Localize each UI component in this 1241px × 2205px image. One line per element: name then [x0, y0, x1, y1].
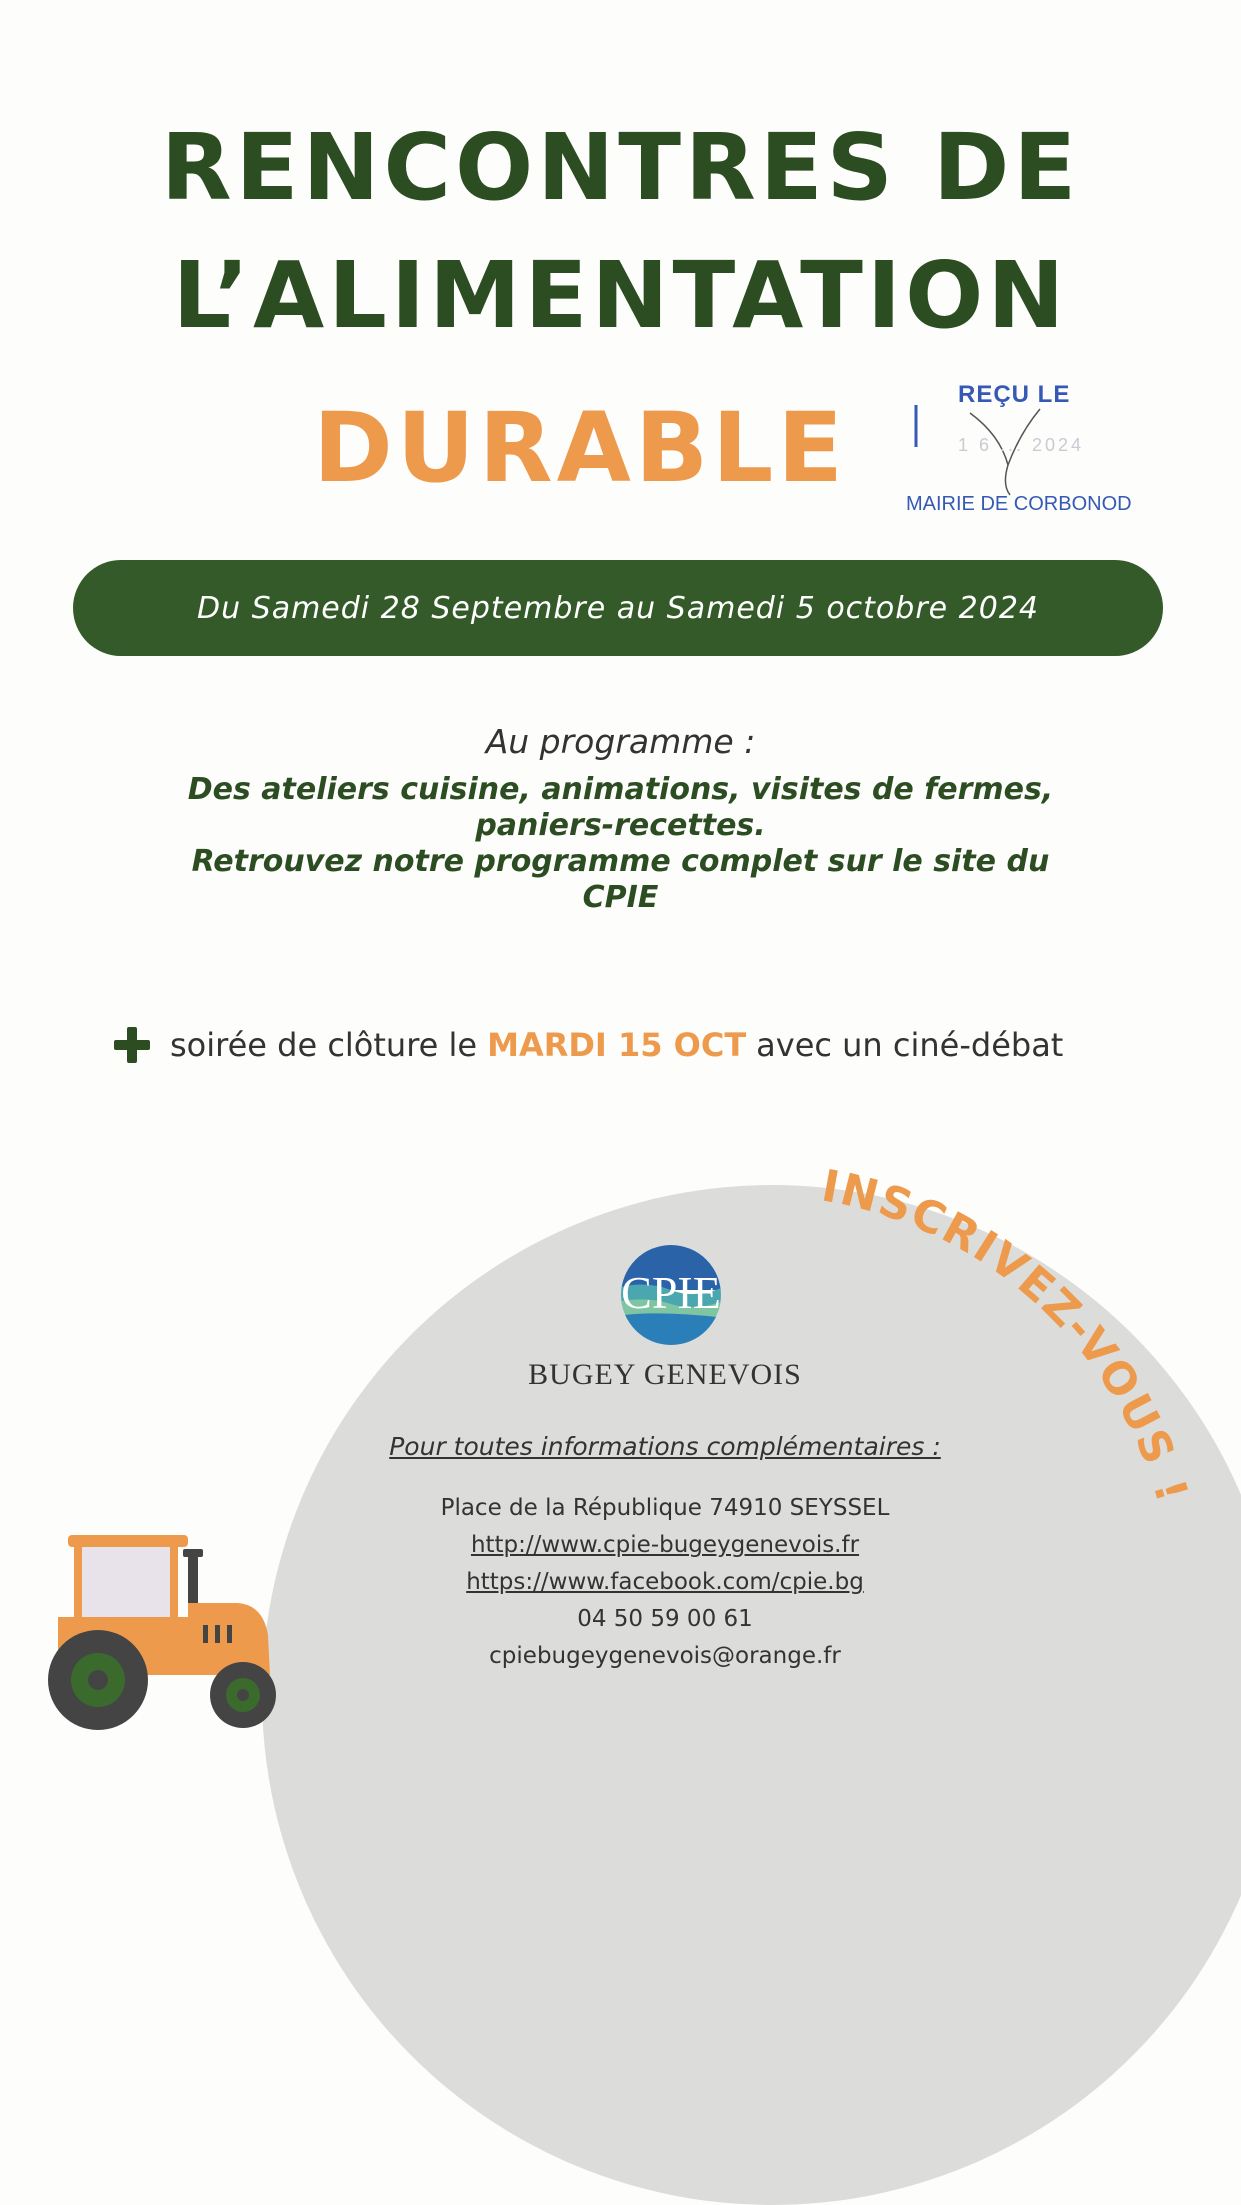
closing-text-before: soirée de clôture le	[170, 1026, 478, 1064]
email-address: cpiebugeygenevois@orange.fr	[489, 1643, 841, 1669]
signup-text: INSCRIVEZ-VOUS !	[817, 1160, 1198, 1510]
closing-text-after: avec un ciné-débat	[756, 1026, 1064, 1064]
programme-line: paniers-recettes.	[475, 808, 766, 843]
facebook-link[interactable]: https://www.facebook.com/cpie.bg	[466, 1569, 864, 1595]
stamp-received-label: REÇU LE	[958, 381, 1071, 408]
date-range: Du Samedi 28 Septembre au Samedi 5 octobre 2024	[197, 590, 1039, 626]
programme-line: Retrouvez notre programme complet sur le site du	[191, 844, 1050, 879]
programme-line: CPIE	[582, 880, 659, 915]
info-heading: Pour toutes informations complémentaires :	[389, 1432, 941, 1461]
website-link[interactable]: http://www.cpie-bugeygenevois.fr	[470, 1532, 860, 1558]
title-line-1: RENCONTRES DE	[160, 114, 1081, 221]
stamp-mairie: MAIRIE DE CORBONOD	[906, 493, 1132, 515]
tractor-icon	[38, 1525, 308, 1735]
organisation-name: BUGEY GENEVOIS	[528, 1358, 802, 1391]
programme-heading: Au programme :	[485, 722, 756, 761]
cpie-logo	[616, 1240, 726, 1350]
programme-line: Des ateliers cuisine, animations, visites de fermes,	[187, 772, 1054, 807]
stamp-date: 1 6 ... 2024	[958, 435, 1085, 455]
phone-number: 04 50 59 00 61	[577, 1606, 753, 1632]
address: Place de la République 74910 SEYSSEL	[440, 1495, 890, 1521]
cpie-logo-text: CPIE	[621, 1267, 721, 1318]
title-line-3: DURABLE	[313, 392, 847, 504]
closing-date: MARDI 15 OCT	[487, 1026, 747, 1064]
title-line-2: L’ALIMENTATION	[172, 242, 1069, 349]
